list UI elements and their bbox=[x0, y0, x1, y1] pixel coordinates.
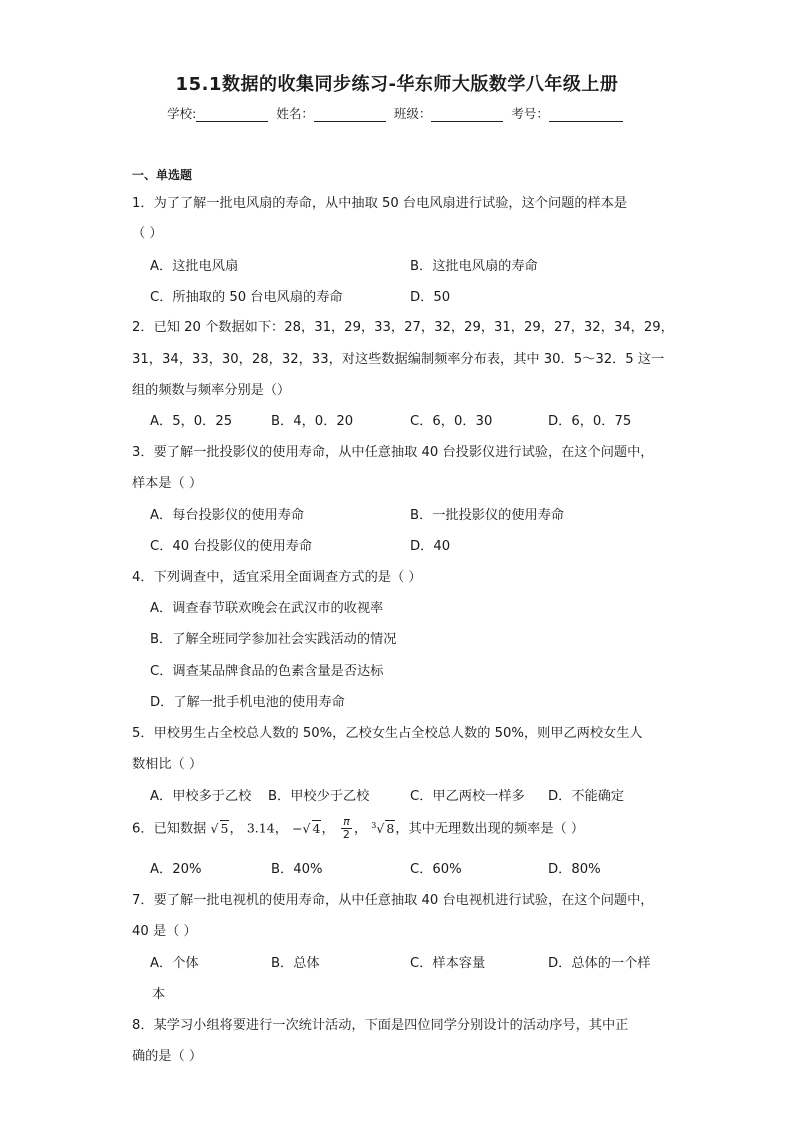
question-5-stem-line2: 数相比（ ） bbox=[132, 757, 203, 772]
question-7-option-c: C．样本容量 bbox=[410, 956, 486, 971]
question-7-stem-line1: 7．要了解一批电视机的使用寿命，从中任意抽取 40 台电视机进行试验，在这个问题中， bbox=[132, 893, 654, 908]
question-1-stem-line2: （ ） bbox=[132, 226, 163, 241]
student-info-line bbox=[0, 104, 794, 122]
question-3-option-d: D．40 bbox=[410, 539, 451, 554]
question-4-option-a: A．调查春节联欢晚会在武汉市的收视率 bbox=[150, 601, 384, 616]
question-6-option-c: C．60% bbox=[410, 862, 462, 877]
question-5-option-a: A．甲校多于乙校 bbox=[150, 789, 252, 804]
question-6-option-b: B．40% bbox=[271, 862, 323, 877]
question-2-option-c: C．6，0．30 bbox=[410, 414, 493, 429]
question-3-option-a: A．每台投影仪的使用寿命 bbox=[150, 508, 305, 523]
class-label: 班级： bbox=[393, 106, 432, 121]
question-1-option-d: D．50 bbox=[410, 290, 451, 305]
name-label: 姓名： bbox=[276, 106, 314, 121]
question-6-option-d: D．80% bbox=[548, 862, 601, 877]
question-5-option-b: B．甲校少于乙校 bbox=[268, 789, 370, 804]
question-2-option-b: B．4，0．20 bbox=[271, 414, 354, 429]
question-2-stem-line2: 31，34，33，30，28，32，33，对这些数据编制频率分布表，其中 30．5～32．5 这一 bbox=[132, 352, 665, 367]
exam-number-blank[interactable] bbox=[549, 107, 623, 122]
question-3-option-b: B．一批投影仪的使用寿命 bbox=[410, 508, 565, 523]
class-blank[interactable] bbox=[431, 107, 503, 122]
school-blank[interactable] bbox=[196, 107, 268, 122]
question-3-option-c: C．40 台投影仪的使用寿命 bbox=[150, 539, 313, 554]
question-2-option-a: A．5，0．25 bbox=[150, 414, 233, 429]
question-4-option-c: C．调查某品牌食品的色素含量是否达标 bbox=[150, 664, 384, 679]
question-2-stem-line1: 2．已知 20 个数据如下：28，31，29，33，27，32，29，31，29，27，32，34，29， bbox=[132, 320, 674, 335]
pi-over-2-fraction: $\frac{\pi}{2}$ bbox=[342, 815, 350, 841]
question-5-stem-line1: 5．甲校男生占全校总人数的 50%，乙校女生占全校总人数的 50%，则甲乙两校女生人 bbox=[132, 726, 643, 741]
question-2-stem-line3: 组的频数与频率分别是（） bbox=[132, 383, 291, 398]
question-6-option-a: A．20% bbox=[150, 862, 202, 877]
question-5-option-d: D．不能确定 bbox=[548, 789, 625, 804]
question-4-stem-line1: 4．下列调查中，适宜采用全面调查方式的是（ ） bbox=[132, 570, 422, 585]
name-blank[interactable] bbox=[314, 107, 386, 122]
question-3-stem-line1: 3．要了解一批投影仪的使用寿命，从中任意抽取 40 台投影仪进行试验，在这个问题中， bbox=[132, 445, 654, 460]
sqrt-5-expression: √ 5 bbox=[210, 820, 229, 836]
question-7-stem-line2: 40 是（ ） bbox=[132, 924, 197, 939]
question-1-option-c: C．所抽取的 50 台电风扇的寿命 bbox=[150, 290, 343, 305]
decimal-value: 3.14 bbox=[246, 820, 275, 836]
neg-sqrt-4-expression: −√ 4 bbox=[292, 820, 321, 836]
exam-number-label: 考号： bbox=[511, 106, 549, 121]
question-7-option-a: A．个体 bbox=[150, 956, 199, 971]
question-5-option-c: C．甲乙两校一样多 bbox=[410, 789, 525, 804]
question-4-option-b: B．了解全班同学参加社会实践活动的情况 bbox=[150, 632, 397, 647]
question-2-option-d: D．6，0．75 bbox=[548, 414, 632, 429]
question-7-option-d: D．总体的一个样 bbox=[548, 956, 651, 971]
school-label: 学校: bbox=[167, 106, 197, 121]
question-1-option-b: B．这批电风扇的寿命 bbox=[410, 259, 538, 274]
cube-root-8-expression: $^3$√ 8 bbox=[371, 820, 395, 836]
question-7-option-b: B．总体 bbox=[271, 956, 320, 971]
question-1-option-a: A．这批电风扇 bbox=[150, 259, 239, 274]
question-3-stem-line2: 样本是（ ） bbox=[132, 476, 203, 491]
question-6-stem-line1: 6．已知数据 √ 5， 3.14， −√ 4， $\frac{\pi}{2}$ ， $^3$√ 8，其中无理数出现的频率是（ ） bbox=[132, 815, 585, 841]
question-8-stem-line2: 确的是（ ） bbox=[132, 1049, 203, 1064]
page-title: 15.1数据的收集同步练习-华东师大版数学八年级上册 bbox=[175, 74, 619, 95]
question-6-suffix: ，其中无理数出现的频率是（ ） bbox=[395, 821, 585, 837]
section-title: 一、单选题 bbox=[132, 168, 193, 182]
question-1-stem-line1: 1．为了了解一批电风扇的寿命，从中抽取 50 台电风扇进行试验，这个问题的样本是 bbox=[132, 196, 628, 211]
question-4-option-d: D．了解一批手机电池的使用寿命 bbox=[150, 695, 345, 710]
question-6-prefix: 6．已知数据 bbox=[132, 821, 207, 837]
question-8-stem-line1: 8．某学习小组将要进行一次统计活动，下面是四位同学分别设计的活动序号，其中正 bbox=[132, 1018, 629, 1033]
question-7-option-d-continued: 本 bbox=[152, 987, 166, 1002]
